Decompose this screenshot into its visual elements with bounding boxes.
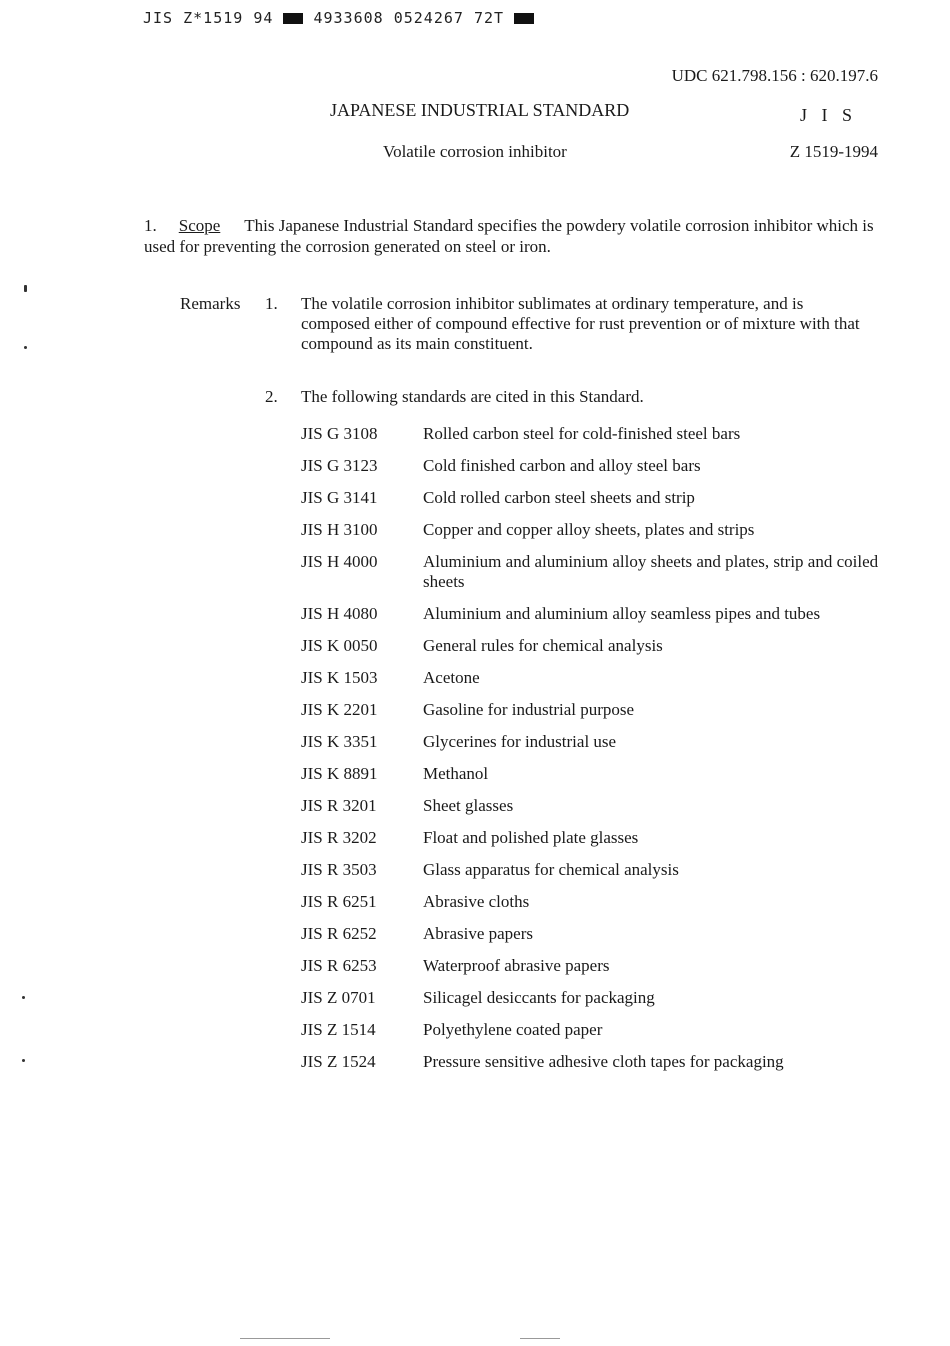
cited-standard-code: JIS K 1503: [301, 668, 378, 687]
remark-number: 1.: [265, 294, 278, 313]
cited-standard-title: Copper and copper alloy sheets, plates and strips: [423, 520, 755, 539]
cited-standard-row: [301, 668, 881, 688]
jis-mark: J I S: [800, 105, 858, 125]
scope-heading: Scope: [178, 216, 221, 235]
cited-standard-title: Methanol: [423, 764, 489, 783]
black-bar-icon: [514, 13, 534, 24]
cited-standard-title: Polyethylene coated paper: [423, 1020, 603, 1039]
scan-mark: [22, 1059, 25, 1062]
cited-standard-code: JIS K 2201: [301, 700, 378, 719]
cited-standard-row: [301, 764, 881, 784]
cited-standard-code: JIS Z 0701: [301, 988, 376, 1007]
cited-standard-row: [301, 636, 881, 656]
udc-number: UDC 621.798.156 : 620.197.6: [671, 66, 878, 85]
cited-standard-row: [301, 796, 881, 816]
cited-standard-code: JIS R 6253: [301, 956, 377, 975]
cited-standard-code: JIS R 6252: [301, 924, 377, 943]
cited-standard-row: [301, 488, 881, 508]
standard-title: JAPANESE INDUSTRIAL STANDARD: [330, 100, 630, 120]
remark-text: The volatile corrosion inhibitor sublimates at ordinary temperature, and is composed either of compound effective for rust prevention or of mixture with that compound as its main constituent.: [301, 294, 860, 353]
scan-mark: [22, 996, 25, 999]
cited-standard-row: [301, 700, 881, 720]
cited-standard-code: JIS G 3141: [301, 488, 378, 507]
cited-standard-row: [301, 956, 881, 976]
cited-standard-title: Aluminium and aluminium alloy seamless pipes and tubes: [423, 604, 821, 623]
document-title: Volatile corrosion inhibitor: [383, 142, 567, 161]
cited-standard-code: JIS R 3503: [301, 860, 377, 879]
cited-standard-title: Float and polished plate glasses: [423, 828, 639, 847]
cited-standard-row: [301, 860, 881, 880]
remark-text: The following standards are cited in this Standard.: [301, 387, 644, 406]
cited-standard-title: Glass apparatus for chemical analysis: [423, 860, 679, 879]
cited-standard-row: [301, 988, 881, 1008]
cited-standard-row: [301, 552, 881, 592]
cited-standard-title: Sheet glasses: [423, 796, 514, 815]
cited-standard-row: [301, 1052, 881, 1072]
cited-standard-code: JIS G 3123: [301, 456, 378, 475]
cited-standards-list: [301, 424, 881, 1084]
remarks-label: Remarks: [180, 294, 241, 313]
cited-standard-title: Pressure sensitive adhesive cloth tapes for packaging: [423, 1052, 784, 1071]
cited-standard-code: JIS Z 1514: [301, 1020, 376, 1039]
catalog-code: [143, 9, 534, 27]
cited-standard-row: [301, 424, 881, 444]
cited-standard-title: Cold finished carbon and alloy steel bars: [423, 456, 701, 475]
cited-standard-row: [301, 732, 881, 752]
remarks-section: [180, 294, 860, 354]
cited-standard-code: JIS R 3201: [301, 796, 377, 815]
cited-standard-title: Aluminium and aluminium alloy sheets and plates, strip and coiled sheets: [423, 552, 879, 591]
cited-standard-code: JIS H 3100: [301, 520, 378, 539]
cited-standard-code: JIS K 3351: [301, 732, 378, 751]
cited-standard-code: JIS K 0050: [301, 636, 378, 655]
cited-standard-row: [301, 604, 881, 624]
catalog-code-left: JIS Z*1519 94: [143, 9, 274, 27]
cited-standard-title: Silicagel desiccants for packaging: [423, 988, 655, 1007]
cited-standard-title: Abrasive papers: [423, 924, 533, 943]
remark-item: [265, 387, 865, 407]
remark-number: 2.: [265, 387, 278, 406]
cited-standard-row: [301, 828, 881, 848]
cited-standard-code: JIS R 3202: [301, 828, 377, 847]
catalog-code-right: 4933608 0524267 72T: [313, 9, 505, 27]
standard-number: Z 1519-1994: [789, 142, 878, 161]
cited-standard-title: Glycerines for industrial use: [423, 732, 617, 751]
cited-standard-title: Gasoline for industrial purpose: [423, 700, 635, 719]
cited-standard-row: [301, 924, 881, 944]
cited-standard-title: Cold rolled carbon steel sheets and strip: [423, 488, 695, 507]
cited-standard-code: JIS Z 1524: [301, 1052, 376, 1071]
scan-mark: [24, 285, 27, 292]
cited-standard-code: JIS R 6251: [301, 892, 377, 911]
scope-text: This Japanese Industrial Standard specifies the powdery volatile corrosion inhibitor which is used for preventing the corrosion generated on steel or iron.: [144, 216, 874, 256]
scope-number: 1.: [144, 216, 157, 235]
scope-section: [144, 215, 874, 257]
cited-standard-code: JIS K 8891: [301, 764, 378, 783]
footer-rule: [520, 1338, 560, 1339]
cited-standard-title: Waterproof abrasive papers: [423, 956, 610, 975]
footer-rule: [240, 1338, 330, 1339]
cited-standard-title: Acetone: [423, 668, 480, 687]
cited-standard-code: JIS G 3108: [301, 424, 378, 443]
cited-standard-row: [301, 456, 881, 476]
cited-standard-title: Rolled carbon steel for cold-finished steel bars: [423, 424, 741, 443]
cited-standard-row: [301, 520, 881, 540]
remark-item: [180, 294, 860, 354]
cited-standard-row: [301, 892, 881, 912]
cited-standard-title: Abrasive cloths: [423, 892, 530, 911]
scan-mark: [24, 346, 27, 349]
cited-standard-code: JIS H 4000: [301, 552, 378, 571]
cited-standard-title: General rules for chemical analysis: [423, 636, 663, 655]
black-bar-icon: [283, 13, 303, 24]
cited-standard-code: JIS H 4080: [301, 604, 378, 623]
cited-standard-row: [301, 1020, 881, 1040]
